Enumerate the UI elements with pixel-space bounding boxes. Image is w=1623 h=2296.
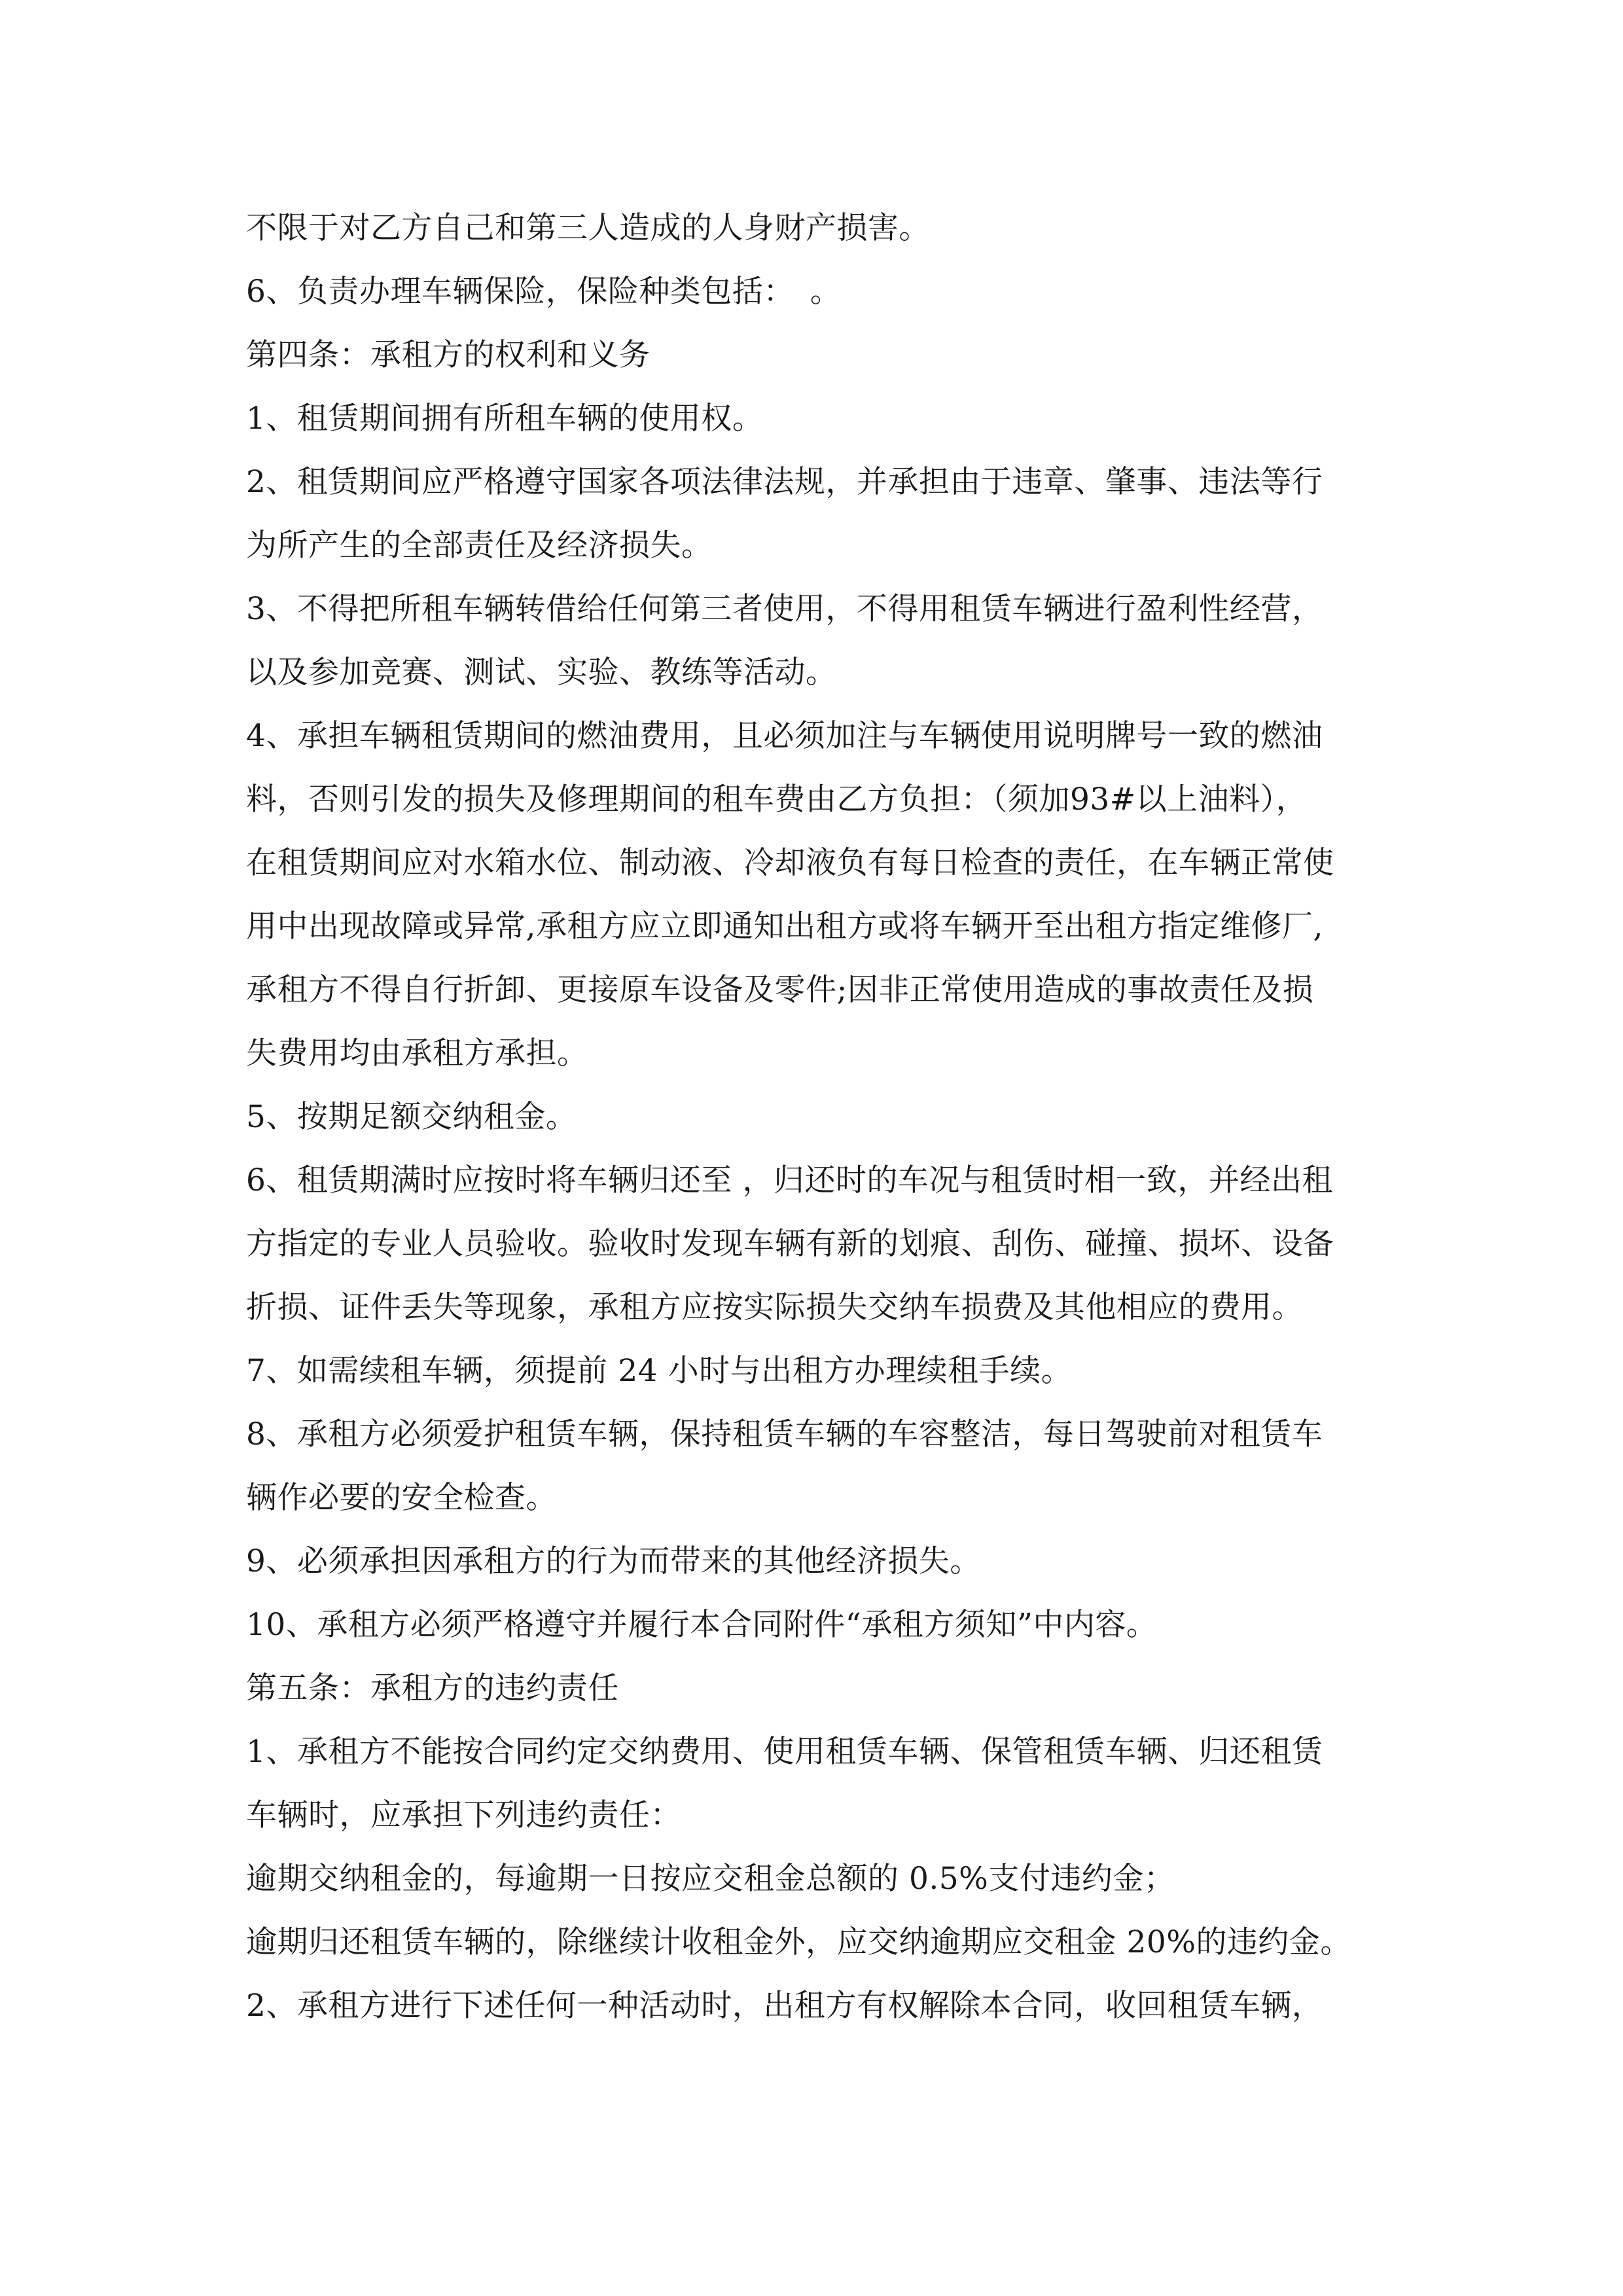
text-line: 6、租赁期满时应按时将车辆归还至 ，归还时的车况与租赁时相一致，并经出租 <box>246 1162 1333 1198</box>
text-line: 车辆时，应承担下列违约责任： <box>246 1797 681 1833</box>
text-line: 10、承租方必须严格遵守并履行本合同附件“承租方须知”中内容。 <box>246 1607 1158 1643</box>
text-line: 1、租赁期间拥有所租车辆的使用权。 <box>246 401 764 437</box>
text-line: 料，否则引发的损失及修理期间的租车费由乙方负担：（须加93#以上油料）， <box>246 781 1308 817</box>
text-line: 逾期归还租赁车辆的，除继续计收租金外，应交纳逾期应交租金 20%的违约金。 <box>246 1924 1351 1960</box>
text-line: 3、不得把所租车辆转借给任何第三者使用，不得用租赁车辆进行盈利性经营， <box>246 591 1323 627</box>
text-line: 用中出现故障或异常,承租方应立即通知出租方或将车辆开至出租方指定维修厂, <box>246 908 1323 944</box>
text-line: 5、按期足额交纳租金。 <box>246 1099 577 1135</box>
text-line: 逾期交纳租金的，每逾期一日按应交租金总额的 0.5%支付违约金； <box>246 1861 1175 1897</box>
text-line: 9、必须承担因承租方的行为而带来的其他经济损失。 <box>246 1543 981 1579</box>
section-heading: 第四条：承租方的权利和义务 <box>246 337 651 373</box>
text-line: 为所产生的全部责任及经济损失。 <box>246 528 713 564</box>
text-line: 2、租赁期间应严格遵守国家各项法律法规，并承担由于违章、肇事、违法等行 <box>246 464 1323 500</box>
text-line: 2、承租方进行下述任何一种活动时，出租方有权解除本合同，收回租赁车辆， <box>246 1988 1323 2024</box>
section-heading: 第五条：承租方的违约责任 <box>246 1670 619 1706</box>
text-line: 6、负责办理车辆保险，保险种类包括： 。 <box>246 274 842 310</box>
text-line: 以及参加竞赛、测试、实验、教练等活动。 <box>246 655 837 691</box>
text-line: 方指定的专业人员验收。验收时发现车辆有新的划痕、刮伤、碰撞、损坏、设备 <box>246 1226 1334 1262</box>
text-line: 承租方不得自行折卸、更接原车设备及零件;因非正常使用造成的事故责任及损 <box>246 972 1314 1008</box>
contract-text <box>246 196 1398 2037</box>
text-line: 4、承担车辆租赁期间的燃油费用，且必须加注与车辆使用说明牌号一致的燃油 <box>246 718 1323 754</box>
text-line: 不限于对乙方自己和第三人造成的人身财产损害。 <box>246 210 930 246</box>
text-line: 折损、证件丢失等现象，承租方应按实际损失交纳车损费及其他相应的费用。 <box>246 1289 1303 1325</box>
text-line: 在租赁期间应对水箱水位、制动液、冷却液负有每日检查的责任，在车辆正常使 <box>246 845 1334 881</box>
text-line: 8、承租方必须爱护租赁车辆，保持租赁车辆的车容整洁，每日驾驶前对租赁车 <box>246 1416 1323 1452</box>
text-line: 7、如需续租车辆，须提前 24 小时与出租方办理续租手续。 <box>246 1353 1073 1389</box>
text-line: 1、承租方不能按合同约定交纳费用、使用租赁车辆、保管租赁车辆、归还租赁 <box>246 1734 1323 1770</box>
text-line: 辆作必要的安全检查。 <box>246 1480 557 1516</box>
text-line: 失费用均由承租方承担。 <box>246 1035 588 1071</box>
